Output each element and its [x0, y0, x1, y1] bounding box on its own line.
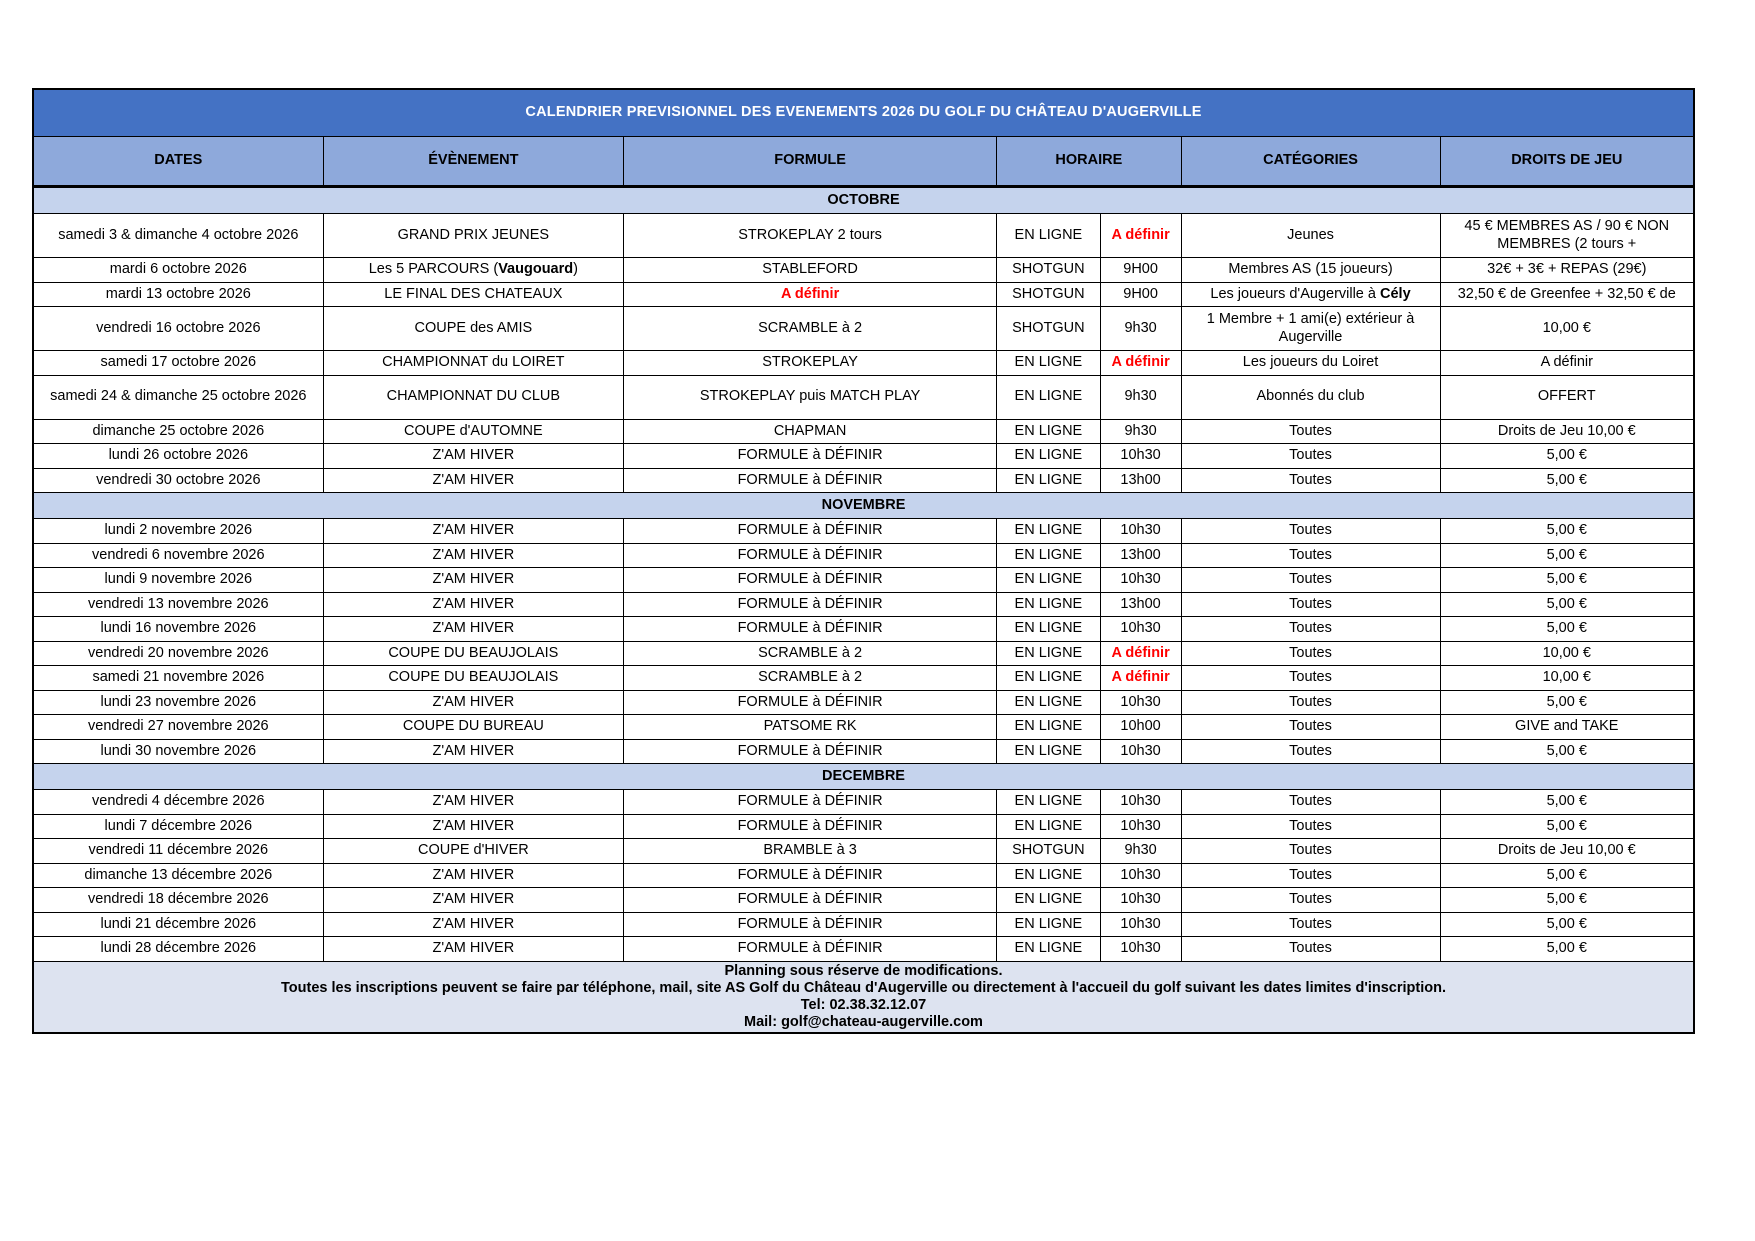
cell-mode: EN LIGNE — [997, 519, 1101, 544]
cell-mode: EN LIGNE — [997, 790, 1101, 815]
cell-formule: FORMULE à DÉFINIR — [624, 690, 997, 715]
cell-heure: 9H00 — [1100, 282, 1181, 307]
cell-formule: FORMULE à DÉFINIR — [624, 592, 997, 617]
cell-formule: SCRAMBLE à 2 — [624, 307, 997, 351]
cell-mode: EN LIGNE — [997, 937, 1101, 962]
cell-date: dimanche 13 décembre 2026 — [33, 863, 323, 888]
cell-heure: 10h30 — [1100, 790, 1181, 815]
cell-event: COUPE d'AUTOMNE — [323, 419, 623, 444]
cell-mode: EN LIGNE — [997, 814, 1101, 839]
cell-heure: A définir — [1100, 214, 1181, 258]
cell-heure: 9h30 — [1100, 375, 1181, 419]
cell-event: Z'AM HIVER — [323, 444, 623, 469]
cell-date: mardi 6 octobre 2026 — [33, 258, 323, 283]
cell-formule: PATSOME RK — [624, 715, 997, 740]
cell-event: CHAMPIONNAT du LOIRET — [323, 351, 623, 376]
cell-mode: EN LIGNE — [997, 641, 1101, 666]
cell-categorie: Toutes — [1181, 863, 1440, 888]
cell-mode: EN LIGNE — [997, 375, 1101, 419]
cell-droits: 5,00 € — [1440, 468, 1694, 493]
cell-formule: FORMULE à DÉFINIR — [624, 790, 997, 815]
cell-event: Les 5 PARCOURS (Vaugouard) — [323, 258, 623, 283]
cell-date: samedi 21 novembre 2026 — [33, 666, 323, 691]
cell-categorie: Toutes — [1181, 519, 1440, 544]
cell-formule: SCRAMBLE à 2 — [624, 641, 997, 666]
cell-event: Z'AM HIVER — [323, 912, 623, 937]
table-row — [33, 214, 1694, 258]
table-row — [33, 307, 1694, 351]
cell-event: CHAMPIONNAT DU CLUB — [323, 375, 623, 419]
cell-categorie: Toutes — [1181, 690, 1440, 715]
cell-date: dimanche 25 octobre 2026 — [33, 419, 323, 444]
cell-event: Z'AM HIVER — [323, 519, 623, 544]
table-row — [33, 839, 1694, 864]
column-header-formule: FORMULE — [624, 137, 997, 187]
cell-categorie: Toutes — [1181, 444, 1440, 469]
table-row — [33, 666, 1694, 691]
cell-mode: EN LIGNE — [997, 690, 1101, 715]
cell-date: lundi 30 novembre 2026 — [33, 739, 323, 764]
cell-formule: FORMULE à DÉFINIR — [624, 739, 997, 764]
column-header-dates: DATES — [33, 137, 323, 187]
cell-heure: 10h30 — [1100, 690, 1181, 715]
cell-heure: 13h00 — [1100, 543, 1181, 568]
cell-droits: 5,00 € — [1440, 568, 1694, 593]
cell-date: vendredi 30 octobre 2026 — [33, 468, 323, 493]
cell-mode: EN LIGNE — [997, 543, 1101, 568]
cell-categorie: Toutes — [1181, 617, 1440, 642]
cell-droits: GIVE and TAKE — [1440, 715, 1694, 740]
cell-droits: 5,00 € — [1440, 912, 1694, 937]
cell-event: COUPE DU BEAUJOLAIS — [323, 641, 623, 666]
table-body — [33, 89, 1694, 186]
cell-categorie: Toutes — [1181, 888, 1440, 913]
cell-mode: EN LIGNE — [997, 617, 1101, 642]
cell-heure: 10h30 — [1100, 617, 1181, 642]
table-row — [33, 739, 1694, 764]
column-header-categories: CATÉGORIES — [1181, 137, 1440, 187]
cell-heure: 10h30 — [1100, 888, 1181, 913]
cell-mode: EN LIGNE — [997, 863, 1101, 888]
cell-date: vendredi 13 novembre 2026 — [33, 592, 323, 617]
cell-heure: 9h30 — [1100, 839, 1181, 864]
cell-categorie: Toutes — [1181, 814, 1440, 839]
cell-droits: 5,00 € — [1440, 739, 1694, 764]
events-calendar-table — [32, 88, 1695, 187]
cell-event: Z'AM HIVER — [323, 468, 623, 493]
cell-date: lundi 28 décembre 2026 — [33, 937, 323, 962]
cell-date: vendredi 20 novembre 2026 — [33, 641, 323, 666]
cell-formule: FORMULE à DÉFINIR — [624, 617, 997, 642]
table-row — [33, 814, 1694, 839]
table-row — [33, 592, 1694, 617]
cell-categorie: Toutes — [1181, 839, 1440, 864]
cell-droits: OFFERT — [1440, 375, 1694, 419]
cell-heure: A définir — [1100, 641, 1181, 666]
cell-categorie: Les joueurs d'Augerville à Cély — [1181, 282, 1440, 307]
cell-heure: 10h30 — [1100, 568, 1181, 593]
cell-heure: 13h00 — [1100, 592, 1181, 617]
cell-droits: 5,00 € — [1440, 690, 1694, 715]
cell-categorie: 1 Membre + 1 ami(e) extérieur à Augerville — [1181, 307, 1440, 351]
table-row — [33, 519, 1694, 544]
cell-droits: 32€ + 3€ + REPAS (29€) — [1440, 258, 1694, 283]
cell-droits: 5,00 € — [1440, 519, 1694, 544]
cell-formule: FORMULE à DÉFINIR — [624, 863, 997, 888]
footer-line-4: Mail: golf@chateau-augerville.com — [744, 1013, 983, 1030]
cell-categorie: Toutes — [1181, 715, 1440, 740]
cell-event: Z'AM HIVER — [323, 617, 623, 642]
cell-droits: 5,00 € — [1440, 617, 1694, 642]
table-row — [33, 937, 1694, 962]
cell-droits: 5,00 € — [1440, 888, 1694, 913]
column-header-horaire: HORAIRE — [997, 137, 1181, 187]
cell-mode: EN LIGNE — [997, 568, 1101, 593]
month-separator-row — [33, 188, 1694, 214]
cell-mode: EN LIGNE — [997, 444, 1101, 469]
cell-droits: Droits de Jeu 10,00 € — [1440, 419, 1694, 444]
table-row — [33, 715, 1694, 740]
cell-droits: 5,00 € — [1440, 444, 1694, 469]
cell-categorie: Toutes — [1181, 739, 1440, 764]
table-row — [33, 617, 1694, 642]
column-header-evenement: ÉVÈNEMENT — [323, 137, 623, 187]
cell-droits: A définir — [1440, 351, 1694, 376]
month-label: OCTOBRE — [33, 188, 1694, 214]
cell-droits: 10,00 € — [1440, 666, 1694, 691]
cell-formule: STABLEFORD — [624, 258, 997, 283]
cell-date: vendredi 27 novembre 2026 — [33, 715, 323, 740]
cell-formule: STROKEPLAY 2 tours — [624, 214, 997, 258]
page-title: CALENDRIER PREVISIONNEL DES EVENEMENTS 2026 DU GOLF DU CHÂTEAU D'AUGERVILLE — [33, 89, 1694, 137]
cell-droits: Droits de Jeu 10,00 € — [1440, 839, 1694, 864]
table-row — [33, 690, 1694, 715]
cell-event: Z'AM HIVER — [323, 863, 623, 888]
cell-event: Z'AM HIVER — [323, 592, 623, 617]
cell-categorie-emphasis: Cély — [1380, 285, 1411, 302]
cell-mode: EN LIGNE — [997, 912, 1101, 937]
cell-event: Z'AM HIVER — [323, 790, 623, 815]
cell-formule: STROKEPLAY — [624, 351, 997, 376]
cell-date: vendredi 11 décembre 2026 — [33, 839, 323, 864]
table-row — [33, 444, 1694, 469]
cell-categorie: Toutes — [1181, 937, 1440, 962]
cell-mode: SHOTGUN — [997, 282, 1101, 307]
cell-formule: STROKEPLAY puis MATCH PLAY — [624, 375, 997, 419]
table-row — [33, 641, 1694, 666]
footer-line-3: Tel: 02.38.32.12.07 — [800, 996, 927, 1013]
cell-formule: FORMULE à DÉFINIR — [624, 468, 997, 493]
footer-block — [33, 961, 1694, 1033]
cell-categorie: Toutes — [1181, 543, 1440, 568]
cell-heure: A définir — [1100, 666, 1181, 691]
events-calendar-body — [32, 187, 1695, 1034]
column-header-row — [33, 137, 1694, 187]
cell-date: vendredi 16 octobre 2026 — [33, 307, 323, 351]
cell-mode: EN LIGNE — [997, 351, 1101, 376]
table-row — [33, 419, 1694, 444]
cell-heure: 9h30 — [1100, 307, 1181, 351]
footer-row — [33, 961, 1694, 1033]
cell-categorie: Toutes — [1181, 568, 1440, 593]
cell-date: vendredi 18 décembre 2026 — [33, 888, 323, 913]
cell-droits: 5,00 € — [1440, 863, 1694, 888]
month-label: DECEMBRE — [33, 764, 1694, 790]
cell-date: lundi 9 novembre 2026 — [33, 568, 323, 593]
cell-event: Z'AM HIVER — [323, 543, 623, 568]
cell-heure: 10h00 — [1100, 715, 1181, 740]
cell-formule: FORMULE à DÉFINIR — [624, 888, 997, 913]
cell-heure: 10h30 — [1100, 814, 1181, 839]
cell-mode: EN LIGNE — [997, 419, 1101, 444]
cell-event-emphasis: Vaugouard — [498, 261, 574, 278]
calendar-title-row — [33, 89, 1694, 137]
cell-heure: A définir — [1100, 351, 1181, 376]
cell-date: lundi 23 novembre 2026 — [33, 690, 323, 715]
cell-heure: 9h30 — [1100, 419, 1181, 444]
cell-droits: 5,00 € — [1440, 937, 1694, 962]
cell-event: Z'AM HIVER — [323, 814, 623, 839]
cell-categorie: Toutes — [1181, 419, 1440, 444]
cell-formule: FORMULE à DÉFINIR — [624, 937, 997, 962]
cell-droits: 10,00 € — [1440, 641, 1694, 666]
cell-categorie: Membres AS (15 joueurs) — [1181, 258, 1440, 283]
cell-heure: 10h30 — [1100, 863, 1181, 888]
footer-line-2: Toutes les inscriptions peuvent se faire par téléphone, mail, site AS Golf du Château d'Augerville ou directement à l'accueil du golf suivant les dates limites d'inscription. — [281, 979, 1446, 996]
table-row — [33, 912, 1694, 937]
cell-event: Z'AM HIVER — [323, 690, 623, 715]
footer-line-1: Planning sous réserve de modifications. — [724, 962, 1003, 979]
cell-date: lundi 26 octobre 2026 — [33, 444, 323, 469]
cell-droits: 32,50 € de Greenfee + 32,50 € de — [1440, 282, 1694, 307]
cell-date: samedi 24 & dimanche 25 octobre 2026 — [33, 375, 323, 419]
table-row — [33, 863, 1694, 888]
cell-event: COUPE des AMIS — [323, 307, 623, 351]
cell-date: lundi 2 novembre 2026 — [33, 519, 323, 544]
cell-heure: 13h00 — [1100, 468, 1181, 493]
month-separator-row — [33, 764, 1694, 790]
cell-formule: FORMULE à DÉFINIR — [624, 519, 997, 544]
cell-event: COUPE d'HIVER — [323, 839, 623, 864]
cell-event: LE FINAL DES CHATEAUX — [323, 282, 623, 307]
cell-categorie: Toutes — [1181, 912, 1440, 937]
table-row — [33, 888, 1694, 913]
cell-categorie: Les joueurs du Loiret — [1181, 351, 1440, 376]
footer-text — [33, 961, 1694, 1033]
cell-formule: FORMULE à DÉFINIR — [624, 912, 997, 937]
cell-mode: EN LIGNE — [997, 214, 1101, 258]
cell-categorie: Toutes — [1181, 666, 1440, 691]
cell-heure: 9H00 — [1100, 258, 1181, 283]
cell-mode: EN LIGNE — [997, 592, 1101, 617]
cell-formule: CHAPMAN — [624, 419, 997, 444]
cell-categorie: Toutes — [1181, 468, 1440, 493]
cell-mode: EN LIGNE — [997, 666, 1101, 691]
table-row — [33, 543, 1694, 568]
cell-heure: 10h30 — [1100, 444, 1181, 469]
cell-event: Z'AM HIVER — [323, 568, 623, 593]
cell-droits: 5,00 € — [1440, 543, 1694, 568]
cell-date: lundi 16 novembre 2026 — [33, 617, 323, 642]
cell-mode: EN LIGNE — [997, 468, 1101, 493]
month-separator-row — [33, 493, 1694, 519]
cell-heure: 10h30 — [1100, 937, 1181, 962]
cell-droits: 5,00 € — [1440, 790, 1694, 815]
table-row — [33, 468, 1694, 493]
cell-event: Z'AM HIVER — [323, 937, 623, 962]
cell-mode: SHOTGUN — [997, 258, 1101, 283]
cell-droits: 45 € MEMBRES AS / 90 € NON MEMBRES (2 tours + — [1440, 214, 1694, 258]
cell-mode: EN LIGNE — [997, 888, 1101, 913]
cell-event: Z'AM HIVER — [323, 739, 623, 764]
cell-categorie: Toutes — [1181, 790, 1440, 815]
cell-mode: EN LIGNE — [997, 739, 1101, 764]
cell-categorie: Abonnés du club — [1181, 375, 1440, 419]
cell-mode: SHOTGUN — [997, 839, 1101, 864]
cell-formule: FORMULE à DÉFINIR — [624, 814, 997, 839]
table-row — [33, 258, 1694, 283]
cell-mode: EN LIGNE — [997, 715, 1101, 740]
cell-droits: 10,00 € — [1440, 307, 1694, 351]
cell-formule: FORMULE à DÉFINIR — [624, 444, 997, 469]
cell-date: vendredi 6 novembre 2026 — [33, 543, 323, 568]
table-row — [33, 351, 1694, 376]
month-label: NOVEMBRE — [33, 493, 1694, 519]
cell-formule: FORMULE à DÉFINIR — [624, 543, 997, 568]
column-header-droits: DROITS DE JEU — [1440, 137, 1694, 187]
cell-date: vendredi 4 décembre 2026 — [33, 790, 323, 815]
cell-formule: BRAMBLE à 3 — [624, 839, 997, 864]
cell-mode: SHOTGUN — [997, 307, 1101, 351]
cell-categorie: Toutes — [1181, 592, 1440, 617]
cell-event: GRAND PRIX JEUNES — [323, 214, 623, 258]
cell-event: COUPE DU BEAUJOLAIS — [323, 666, 623, 691]
cell-heure: 10h30 — [1100, 519, 1181, 544]
cell-date: samedi 3 & dimanche 4 octobre 2026 — [33, 214, 323, 258]
table-row — [33, 568, 1694, 593]
cell-date: samedi 17 octobre 2026 — [33, 351, 323, 376]
cell-event: COUPE DU BUREAU — [323, 715, 623, 740]
cell-date: lundi 7 décembre 2026 — [33, 814, 323, 839]
cell-event: Z'AM HIVER — [323, 888, 623, 913]
calendar-rows — [33, 188, 1694, 962]
table-row — [33, 375, 1694, 419]
cell-date: mardi 13 octobre 2026 — [33, 282, 323, 307]
table-row — [33, 790, 1694, 815]
cell-heure: 10h30 — [1100, 912, 1181, 937]
cell-formule: FORMULE à DÉFINIR — [624, 568, 997, 593]
cell-formule: SCRAMBLE à 2 — [624, 666, 997, 691]
cell-categorie: Jeunes — [1181, 214, 1440, 258]
cell-date: lundi 21 décembre 2026 — [33, 912, 323, 937]
cell-droits: 5,00 € — [1440, 592, 1694, 617]
cell-heure: 10h30 — [1100, 739, 1181, 764]
table-row — [33, 282, 1694, 307]
cell-droits: 5,00 € — [1440, 814, 1694, 839]
cell-formule: A définir — [624, 282, 997, 307]
cell-categorie: Toutes — [1181, 641, 1440, 666]
